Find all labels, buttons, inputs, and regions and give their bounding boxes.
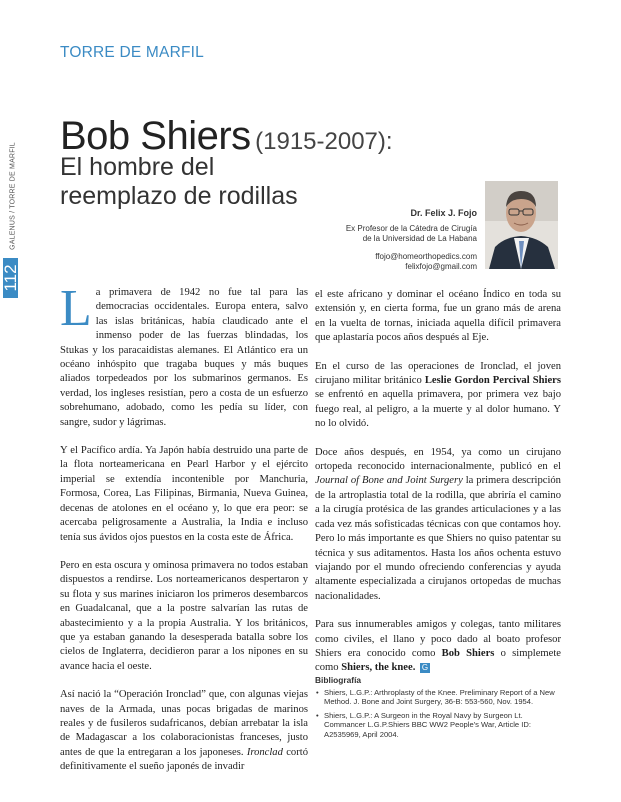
article-subtitle: El hombre del reemplazo de rodillas (60, 153, 298, 210)
paragraph: Pero en esta oscura y ominosa primavera no todos estaban dispuestos a rendirse. Los norteamericanos despertaron y su flota y sus marines iniciaron los primeros desembarcos en Guadalcanal, que a la postre salvarían las rutas de abastecimiento y a la propia Australia. Y los británicos, que ya estaban ganando la desesperada batalla sobre los cielos de Inglaterra, decidieron parar a los nipones en su avance hacia el oeste. (60, 559, 308, 672)
paragraph: La primavera de 1942 no fue tal para las democracias occidentales. Europa entera, salvo las islas británicas, había claudicado ante el inmenso poder de las fuerzas blindadas, los Stukas y los paracaidistas alemanes. El Atlántico era un océano inhóspito que tragaba buques y más buques aliados torpedeados por los submarinos germanos. Es verdad, los ingleses resistían, pero a costa de un esfuerzo sobrehumano, adobado, como les pedía su líder, con sangre, sudor y lágrimas. (60, 280, 308, 428)
title-name: Bob Shiers (60, 114, 251, 158)
author-block (346, 208, 477, 272)
author-name: Dr. Felix J. Fojo (410, 208, 477, 218)
bibliography-item: • Shiers, L.G.P.: A Surgeon in the Royal Navy by Surgeon Lt. Commancer L.G.P.Shiers BBC WW2 People's War, Article ID: A2535969, April 2004. (324, 711, 561, 740)
page-number: 112 (3, 258, 18, 298)
right-column (315, 288, 561, 690)
paragraph: Y el Pacífico ardía. Ya Japón había destruido una parte de la flota norteamericana en Pearl Harbor y el ejército imperial se extendía incontenible por Manchuria, Formosa, Corea, Las Filipinas, Birmania, Nueva Guinea, decenas de atolones en el océano y, lo que era peor: se acercaba peligrosamente a Australia, la India e incluso tenía sus ávidos ojos puestos en la costa este de África. (60, 445, 308, 543)
author-email[interactable]: felixfojo@gmail.com (405, 262, 477, 271)
paragraph: Doce años después, en 1954, ya como un cirujano ortopeda reconocido internacionalmente, publicó en el Journal of Bone and Joint Surgery la primera descripción de la artroplastia total de la rodilla, que abriría el camino a la cirugía protésica de las grandes articulaciones y a las cada vez más sofisticadas técnicas con que contamos hoy. Pero lo más importante es que Shiers no quiso patentar su técnica y sus aditamentos. Hasta los años ochenta estuvo viajando por el mundo ofreciendo conferencias y ayuda altamente especializada a cirujanos ortopedas de muchas nacionalidades. (315, 446, 561, 602)
bibliography-title: Bibliografía (315, 675, 362, 685)
author-portrait-image (485, 181, 558, 269)
paragraph: En el curso de las operaciones de Ironclad, el joven cirujano militar británico Leslie Gordon Percival Shiers se enfrentó en aquella primavera, por primera vez bajo fuego real, al peligro, a la muerte y al dolor humano. Y no lo olvidó. (315, 360, 561, 430)
title-years: (1915-2007): (255, 128, 393, 155)
paragraph: el este africano y dominar el océano Índico en toda su extensión y, en cierta forma, fue un grano más de arena en la vuelta de tornas, iniciada aquella difícil primavera que aplastaría pocos años después al Eje. (315, 289, 561, 344)
journal-label: GALENUS / TORRE DE MARFIL (9, 142, 17, 250)
paragraph: Así nació la “Operación Ironclad” que, con algunas viejas naves de la Armada, unas pocas brigadas de marinos reales y de fusileros sudafricanos, debían arrebatar la isla de Madagascar a los colaboracionistas franceses, justo antes de que la entregaran a los japoneses. Ironclad cortó definitivamente el sueño japonés de invadir (60, 689, 308, 773)
left-column (60, 280, 308, 789)
paragraph: Para sus innumerables amigos y colegas, tanto militares como civiles, el llano y poco dado al boato profesor Shiers era conocido como Bob Shiers o simplemete como Shiers, the knee. G (315, 619, 561, 674)
end-mark-icon: G (421, 662, 429, 672)
drop-cap: L (60, 280, 92, 337)
author-photo (485, 181, 558, 269)
author-affiliation: de la Universidad de La Habana (362, 234, 477, 243)
bibliography-item: • Shiers, L.G.P.: Arthroplasty of the Knee. Preliminary Report of a New Method. J. Bone and Joint Surgery, 36-B: 553-560, Nov. 1954. (324, 688, 561, 707)
author-affiliation: Ex Profesor de la Cátedra de Cirugía (345, 224, 477, 233)
author-email[interactable]: ffojo@homeorthopedics.com (375, 252, 477, 261)
section-label: TORRE DE MARFIL (60, 44, 204, 61)
bibliography (315, 676, 561, 744)
